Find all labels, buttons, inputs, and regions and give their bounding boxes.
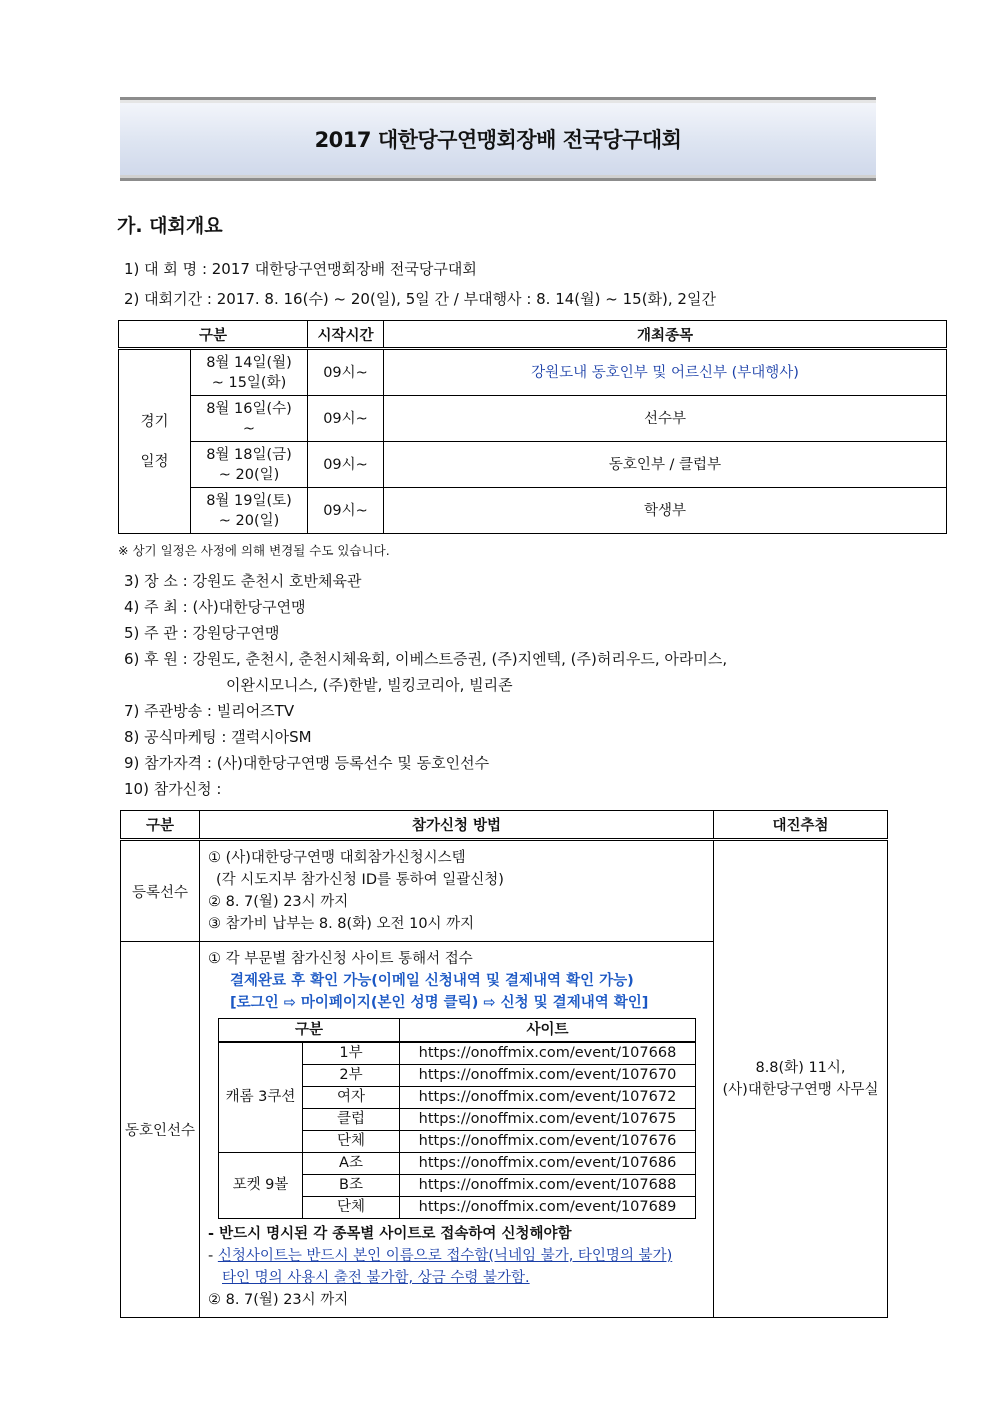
schedule-time: 09시~ <box>308 488 384 534</box>
site-div: B조 <box>303 1175 400 1197</box>
apply-amateur-label: 동호인선수 <box>121 942 200 1318</box>
info-line-marketing: 8) 공식마케팅 : 갤럭시아SM <box>124 728 312 746</box>
schedule-event: 학생부 <box>384 488 947 534</box>
apply-header-draw: 대진추첨 <box>714 811 888 840</box>
info-line-venue: 3) 장 소 : 강원도 춘천시 호반체육관 <box>124 572 362 590</box>
notice-penalty: 타인 명의 사용시 출전 불가함, 상금 수령 불가함. <box>222 1270 530 1286</box>
apply-header-division: 구분 <box>121 811 200 840</box>
info-line-eligibility: 9) 참가자격 : (사)대한당구연맹 등록선수 및 동호인선수 <box>124 754 490 772</box>
schedule-time: 09시~ <box>308 442 384 488</box>
schedule-date: 8월 19일(토) ~ 20(일) <box>191 488 308 534</box>
site-div: 1부 <box>303 1042 400 1065</box>
schedule-date: 8월 14일(월) ~ 15일(화) <box>191 349 308 396</box>
site-header-division: 구분 <box>219 1019 400 1043</box>
site-url[interactable]: https://onoffmix.com/event/107676 <box>400 1131 696 1153</box>
schedule-event: 강원도내 동호인부 및 어르신부 (부대행사) <box>384 349 947 396</box>
info-line-name: 1) 대 회 명 : 2017 대한당구연맹회장배 전국당구대회 <box>124 260 477 278</box>
apply-reg-label: 등록선수 <box>121 840 200 942</box>
site-group-pocket: 포켓 9볼 <box>219 1153 303 1219</box>
site-div: 단체 <box>303 1131 400 1153</box>
schedule-header-event: 개최종목 <box>384 321 947 349</box>
schedule-header-time: 시작시간 <box>308 321 384 349</box>
apply-deadline: ② 8. 7(월) 23시 까지 <box>208 1292 349 1308</box>
info-line-organizer: 5) 주 관 : 강원당구연맹 <box>124 624 280 642</box>
notice-site: - 반드시 명시된 각 종목별 사이트로 접속하여 신청해야함 <box>208 1226 572 1242</box>
site-url[interactable]: https://onoffmix.com/event/107686 <box>400 1153 696 1175</box>
schedule-event: 동호인부 / 클럽부 <box>384 442 947 488</box>
schedule-note: ※ 상기 일정은 사정에 의해 변경될 수도 있습니다. <box>118 543 390 558</box>
schedule-header-division: 구분 <box>119 321 308 349</box>
site-div: A조 <box>303 1153 400 1175</box>
application-table <box>120 810 888 1318</box>
section-heading: 가. 대회개요 <box>117 215 223 237</box>
apply-amateur-method: ① 각 부문별 참가신청 사이트 통해서 접수 결제완료 후 확인 가능(이메일 신청내역 및 결제내역 확인 가능) [로그인 ⇨ 마이페이지(본인 성명 클릭) ⇨ 신청 및 결제내역 확인] 구분 사이트 캐롬 3쿠션 1부 https://onoffmix.com/event/107668 2부 https://onoffmix.com/event/107670 여자 https://onoffmix.com/event/107672 클럽 https://onoffmix.com/event/107675 단체 https://onoffmix.com/event/107676 포켓 9볼 A조 https://onoffmix.com/event/107686 B조 https://onoffmix.com/event/107688 단체 https://onoffmix.com/event/107689 - 반드시 명시된 각 종목별 사이트로 접속하여 신청해야함 - 신청사이트는 반드시 본인 이름으로 접수함(닉네임 불가, 타인명의 불가) 타인 명의 사용시 출전 불가함, 상금 수령 불가함. ② 8. 7(월) 23시 까지 <box>200 942 714 1318</box>
info-line-period: 2) 대회기간 : 2017. 8. 16(수) ~ 20(일), 5일 간 / 부대행사 : 8. 14(월) ~ 15(화), 2일간 <box>124 290 716 308</box>
info-line-host: 4) 주 최 : (사)대한당구연맹 <box>124 598 306 616</box>
site-table <box>218 1018 696 1219</box>
notice-name: - 신청사이트는 반드시 본인 이름으로 접수함(닉네임 불가, 타인명의 불가) <box>208 1248 673 1264</box>
apply-draw-info: 8.8(화) 11시, (사)대한당구연맹 사무실 <box>714 840 888 1318</box>
site-div: 단체 <box>303 1197 400 1219</box>
apply-reg-method: ① (사)대한당구연맹 대회참가신청시스템 (각 시도지부 참가신청 ID를 통하여 일괄신청) ② 8. 7(월) 23시 까지 ③ 참가비 납부는 8. 8(화) 오전 10시 까지 <box>200 840 714 942</box>
site-url[interactable]: https://onoffmix.com/event/107689 <box>400 1197 696 1219</box>
schedule-time: 09시~ <box>308 396 384 442</box>
schedule-event: 선수부 <box>384 396 947 442</box>
schedule-date: 8월 16일(수) ~ <box>191 396 308 442</box>
site-header-url: 사이트 <box>400 1019 696 1043</box>
site-url[interactable]: https://onoffmix.com/event/107672 <box>400 1087 696 1109</box>
title-banner <box>120 97 876 181</box>
site-group-carom: 캐롬 3쿠션 <box>219 1042 303 1153</box>
site-url[interactable]: https://onoffmix.com/event/107688 <box>400 1175 696 1197</box>
info-line-broadcast: 7) 주관방송 : 빌리어즈TV <box>124 702 295 720</box>
site-url[interactable]: https://onoffmix.com/event/107668 <box>400 1042 696 1065</box>
schedule-date: 8월 18일(금) ~ 20(일) <box>191 442 308 488</box>
schedule-group-label: 경기 일정 <box>119 349 191 534</box>
site-url[interactable]: https://onoffmix.com/event/107670 <box>400 1065 696 1087</box>
schedule-time: 09시~ <box>308 349 384 396</box>
page-title: 2017 대한당구연맹회장배 전국당구대회 <box>314 128 682 152</box>
site-div: 여자 <box>303 1087 400 1109</box>
apply-header-method: 참가신청 방법 <box>200 811 714 840</box>
info-line-apply: 10) 참가신청 : <box>124 780 222 798</box>
info-line-sponsor-cont: 이완시모니스, (주)한밭, 빌킹코리아, 빌리존 <box>226 676 513 694</box>
schedule-table <box>118 320 947 534</box>
info-line-sponsor: 6) 후 원 : 강원도, 춘천시, 춘천시체육회, 이베스트증권, (주)지엔텍, (주)허리우드, 아라미스, <box>124 650 728 668</box>
site-div: 2부 <box>303 1065 400 1087</box>
site-div: 클럽 <box>303 1109 400 1131</box>
site-url[interactable]: https://onoffmix.com/event/107675 <box>400 1109 696 1131</box>
